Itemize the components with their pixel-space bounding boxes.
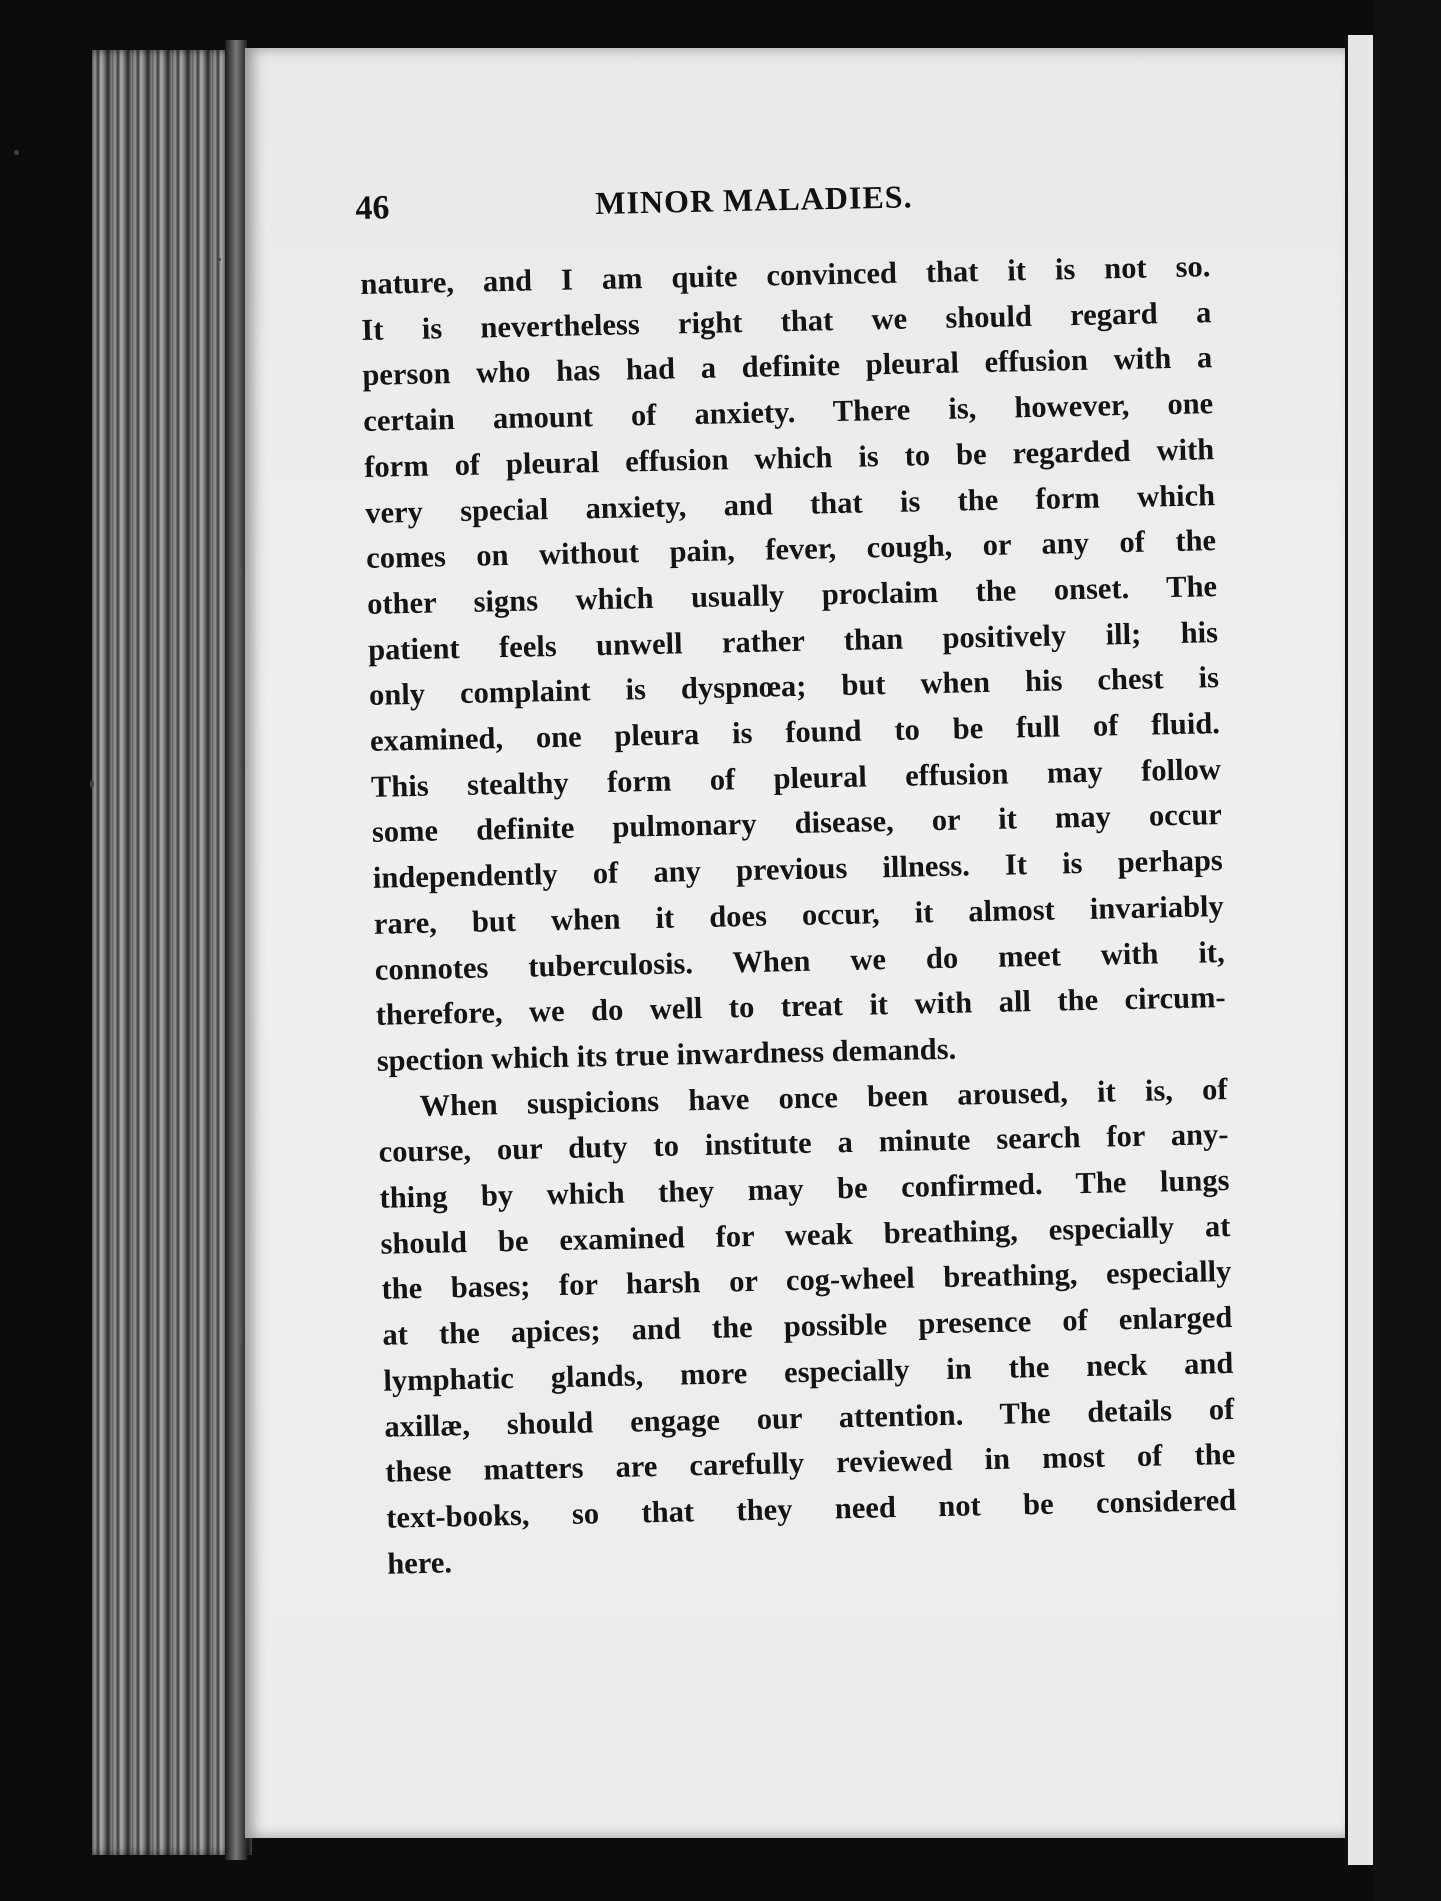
scan-background-right (1373, 0, 1441, 1901)
text-line: nature, and I am quite convinced that it is not so. (360, 249, 1211, 301)
text-line: the bases; for harsh or cog-wheel breathing, especially (381, 1254, 1232, 1307)
text-line: connotes tuberculosis. When we do meet with it, (374, 934, 1225, 987)
text-line: certain amount of anxiety. There is, however, one (362, 386, 1214, 439)
dust-speck (90, 780, 94, 788)
text-line: When suspicions have once been aroused, it is, of (419, 1071, 1228, 1123)
text-line: person who has had a definite pleural effusion with a (362, 340, 1213, 393)
paragraph-1 (360, 244, 1227, 1084)
text-line: course, our duty to institute a minute search for any- (378, 1117, 1229, 1170)
facing-page-edge (1345, 35, 1376, 1865)
running-title: MINOR MALADIES. (594, 178, 913, 221)
text-line: here. (386, 1545, 453, 1581)
text-line: these matters are carefully reviewed in most of the (384, 1437, 1236, 1490)
text-line: form of pleural effusion which is to be regarded with (363, 431, 1215, 484)
text-line: spection which its true inwardness demands. (376, 1031, 957, 1078)
text-line: very special anxiety, and that is the form which (364, 477, 1216, 530)
text-line: rare, but when it does occur, it almost invariably (373, 888, 1225, 941)
paragraph-2 (377, 1067, 1237, 1587)
text-line: therefore, we do well to treat it with all the circum- (375, 980, 1226, 1033)
text-line: independently of any previous illness. It is perhaps (372, 843, 1224, 896)
text-line: at the apices; and the possible presence of enlarged (382, 1300, 1233, 1352)
book-spine-strip (225, 40, 247, 1860)
dust-speck (218, 258, 221, 261)
text-line: text-books, so that they need not be considered (385, 1482, 1237, 1535)
text-line: some definite pulmonary disease, or it may occur (371, 797, 1223, 850)
text-line: other signs which usually proclaim the onset. The (366, 569, 1218, 621)
text-line: It is nevertheless right that we should regard a (361, 294, 1212, 347)
text-line: axillæ, should engage our attention. The details of (384, 1391, 1235, 1444)
page-number: 46 (355, 189, 390, 227)
dust-speck (14, 150, 19, 155)
text-line: should be examined for weak breathing, especially at (380, 1208, 1231, 1261)
text-line: examined, one pleura is found to be full of fluid. (369, 706, 1221, 758)
text-line: patient feels unwell rather than positively ill; his (367, 614, 1219, 667)
text-line: only complaint is dyspnœa; but when his chest is (368, 660, 1220, 713)
body-text (360, 244, 1238, 1587)
text-line: lymphatic glands, more especially in the neck and (383, 1345, 1234, 1398)
text-line: thing by which they may be confirmed. The lungs (379, 1163, 1230, 1215)
text-line: This stealthy form of pleural effusion may follow (370, 751, 1222, 804)
text-line: comes on without pain, fever, cough, or any of the (365, 523, 1217, 576)
